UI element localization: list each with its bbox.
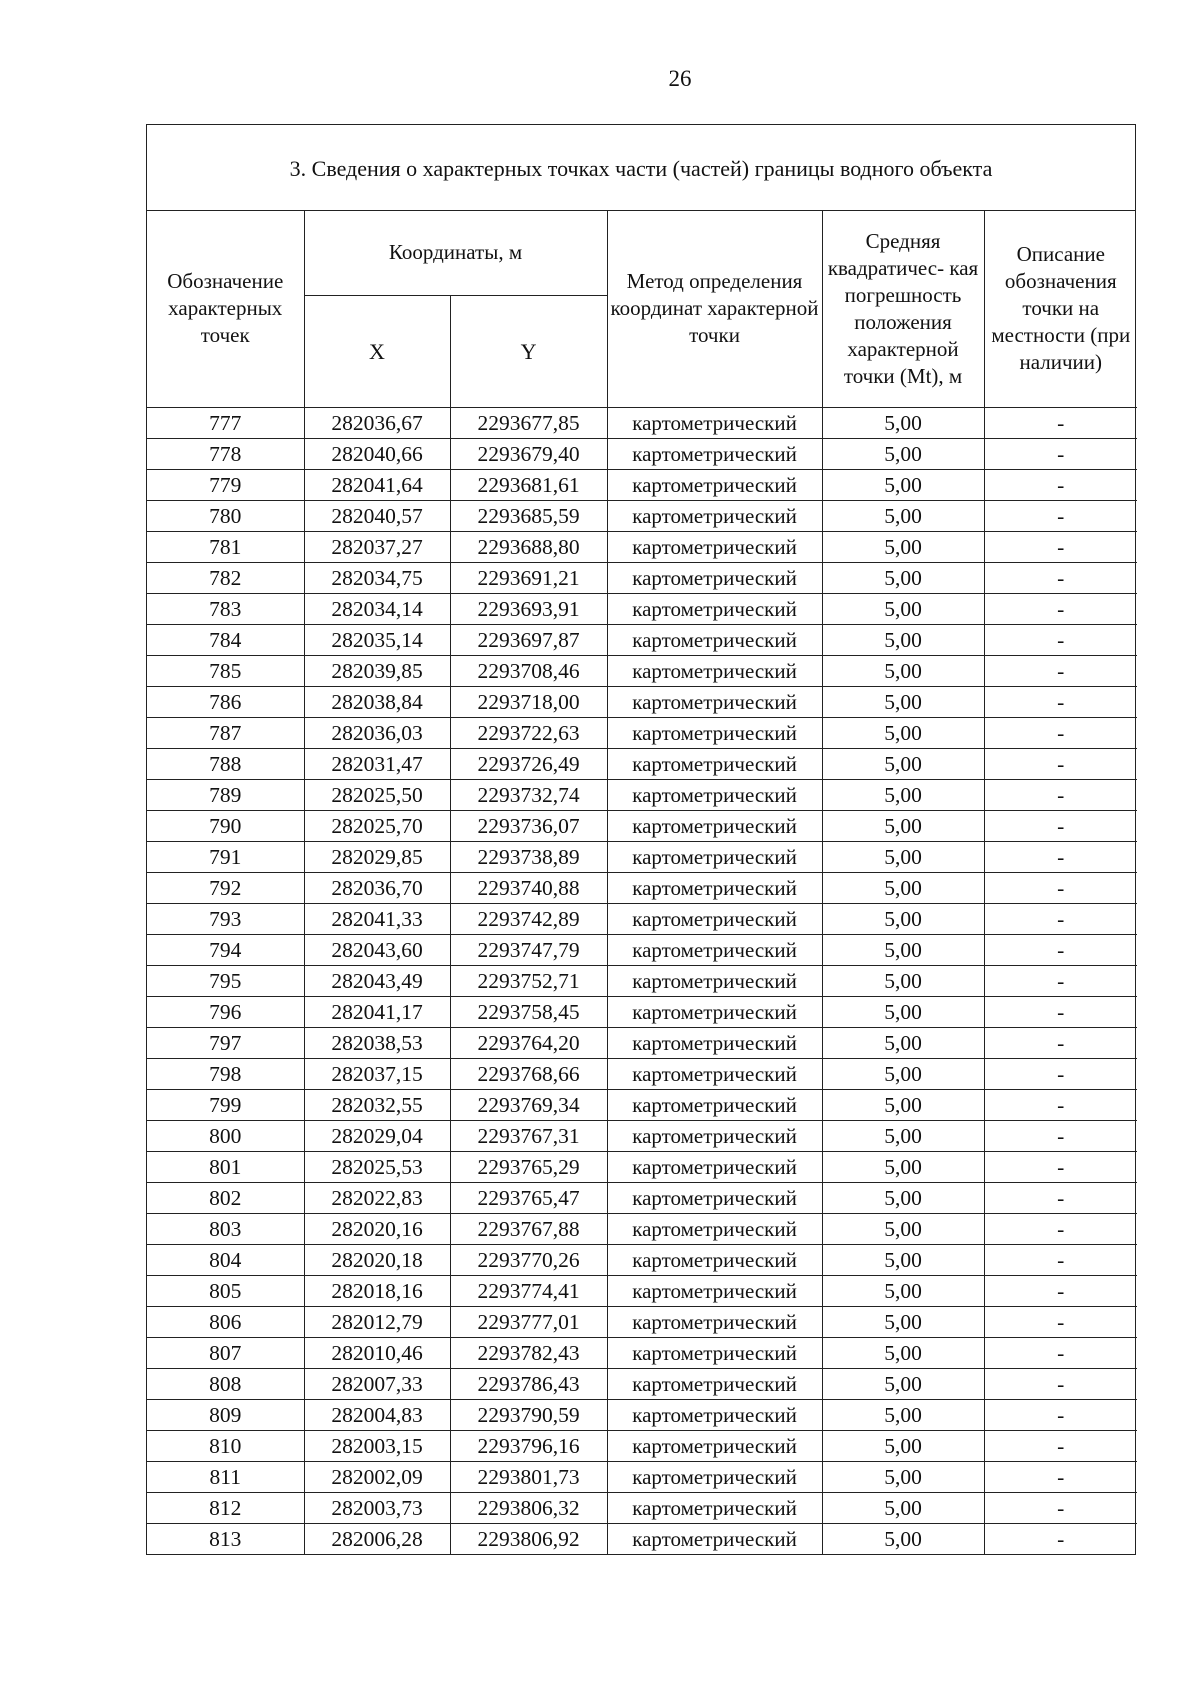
cell-method: картометрический [607,1058,822,1089]
cell-point: 784 [147,624,304,655]
cell-method: картометрический [607,1399,822,1430]
cell-x: 282037,15 [304,1058,450,1089]
cell-error: 5,00 [822,531,984,562]
cell-x: 282003,15 [304,1430,450,1461]
cell-method: картометрический [607,934,822,965]
cell-error: 5,00 [822,686,984,717]
table-row [147,748,1137,779]
cell-method: картометрический [607,1120,822,1151]
table-row [147,407,1137,438]
table-row [147,438,1137,469]
cell-description: - [984,996,1137,1027]
cell-point: 803 [147,1213,304,1244]
cell-error: 5,00 [822,965,984,996]
cell-y: 2293806,32 [450,1492,607,1523]
table-row [147,1306,1137,1337]
cell-error: 5,00 [822,593,984,624]
cell-x: 282041,64 [304,469,450,500]
cell-error: 5,00 [822,903,984,934]
cell-error: 5,00 [822,1523,984,1554]
cell-error: 5,00 [822,1182,984,1213]
cell-description: - [984,562,1137,593]
cell-description: - [984,1461,1137,1492]
table-row [147,1027,1137,1058]
cell-y: 2293790,59 [450,1399,607,1430]
cell-method: картометрический [607,686,822,717]
cell-point: 788 [147,748,304,779]
cell-y: 2293767,88 [450,1213,607,1244]
cell-x: 282004,83 [304,1399,450,1430]
cell-x: 282003,73 [304,1492,450,1523]
cell-description: - [984,624,1137,655]
cell-method: картометрический [607,562,822,593]
cell-method: картометрический [607,1430,822,1461]
cell-error: 5,00 [822,1461,984,1492]
cell-point: 802 [147,1182,304,1213]
cell-method: картометрический [607,593,822,624]
cell-y: 2293774,41 [450,1275,607,1306]
cell-y: 2293796,16 [450,1430,607,1461]
cell-method: картометрический [607,872,822,903]
cell-description: - [984,748,1137,779]
cell-method: картометрический [607,1275,822,1306]
cell-point: 777 [147,407,304,438]
cell-y: 2293691,21 [450,562,607,593]
cell-point: 787 [147,717,304,748]
cell-y: 2293747,79 [450,934,607,965]
cell-error: 5,00 [822,438,984,469]
cell-x: 282025,70 [304,810,450,841]
header-coordinates: Координаты, м [304,211,607,295]
cell-point: 796 [147,996,304,1027]
cell-method: картометрический [607,1089,822,1120]
table-row [147,1213,1137,1244]
cell-x: 282038,53 [304,1027,450,1058]
table-row [147,500,1137,531]
cell-description: - [984,1151,1137,1182]
cell-description: - [984,1120,1137,1151]
cell-description: - [984,438,1137,469]
cell-point: 780 [147,500,304,531]
table-row [147,531,1137,562]
cell-y: 2293738,89 [450,841,607,872]
cell-error: 5,00 [822,717,984,748]
cell-point: 783 [147,593,304,624]
table-row [147,469,1137,500]
cell-method: картометрический [607,1151,822,1182]
cell-x: 282020,16 [304,1213,450,1244]
cell-y: 2293697,87 [450,624,607,655]
cell-x: 282034,75 [304,562,450,593]
cell-point: 791 [147,841,304,872]
cell-point: 792 [147,872,304,903]
cell-y: 2293679,40 [450,438,607,469]
cell-description: - [984,686,1137,717]
cell-error: 5,00 [822,810,984,841]
table-header-row [147,211,1137,295]
cell-point: 804 [147,1244,304,1275]
cell-error: 5,00 [822,1151,984,1182]
cell-description: - [984,1368,1137,1399]
cell-x: 282039,85 [304,655,450,686]
cell-point: 779 [147,469,304,500]
cell-y: 2293732,74 [450,779,607,810]
cell-method: картометрический [607,965,822,996]
cell-x: 282025,53 [304,1151,450,1182]
cell-point: 806 [147,1306,304,1337]
cell-error: 5,00 [822,1089,984,1120]
cell-method: картометрический [607,1368,822,1399]
cell-y: 2293770,26 [450,1244,607,1275]
cell-y: 2293806,92 [450,1523,607,1554]
boundary-points-sheet [146,124,1136,1555]
cell-method: картометрический [607,748,822,779]
cell-description: - [984,841,1137,872]
table-row [147,779,1137,810]
cell-point: 810 [147,1430,304,1461]
cell-method: картометрический [607,841,822,872]
cell-point: 808 [147,1368,304,1399]
cell-error: 5,00 [822,934,984,965]
table-row [147,1523,1137,1554]
cell-method: картометрический [607,438,822,469]
cell-point: 800 [147,1120,304,1151]
table-row [147,903,1137,934]
cell-description: - [984,593,1137,624]
cell-point: 812 [147,1492,304,1523]
cell-x: 282029,04 [304,1120,450,1151]
table-row [147,1275,1137,1306]
cell-x: 282025,50 [304,779,450,810]
cell-x: 282022,83 [304,1182,450,1213]
cell-method: картометрический [607,1182,822,1213]
cell-point: 798 [147,1058,304,1089]
cell-y: 2293742,89 [450,903,607,934]
table-row [147,965,1137,996]
table-row [147,1058,1137,1089]
cell-point: 793 [147,903,304,934]
cell-x: 282036,70 [304,872,450,903]
cell-point: 778 [147,438,304,469]
cell-x: 282040,66 [304,438,450,469]
cell-description: - [984,407,1137,438]
cell-error: 5,00 [822,1337,984,1368]
cell-method: картометрический [607,500,822,531]
cell-error: 5,00 [822,562,984,593]
cell-error: 5,00 [822,1492,984,1523]
cell-y: 2293681,61 [450,469,607,500]
cell-y: 2293752,71 [450,965,607,996]
cell-description: - [984,810,1137,841]
cell-method: картометрический [607,903,822,934]
cell-y: 2293722,63 [450,717,607,748]
cell-method: картометрический [607,1337,822,1368]
cell-x: 282036,67 [304,407,450,438]
cell-x: 282041,33 [304,903,450,934]
table-row [147,934,1137,965]
cell-method: картометрический [607,810,822,841]
cell-method: картометрический [607,1306,822,1337]
cell-point: 794 [147,934,304,965]
table-row [147,841,1137,872]
cell-error: 5,00 [822,748,984,779]
cell-error: 5,00 [822,624,984,655]
cell-x: 282043,60 [304,934,450,965]
cell-description: - [984,1027,1137,1058]
cell-method: картометрический [607,1523,822,1554]
cell-method: картометрический [607,469,822,500]
cell-y: 2293718,00 [450,686,607,717]
cell-error: 5,00 [822,1368,984,1399]
header-mean-square-error: Средняя квадратичес- кая погрешность положения характерной точки (Mt), м [822,211,984,407]
cell-y: 2293693,91 [450,593,607,624]
table-row [147,1089,1137,1120]
cell-error: 5,00 [822,872,984,903]
cell-error: 5,00 [822,500,984,531]
cell-y: 2293767,31 [450,1120,607,1151]
cell-x: 282007,33 [304,1368,450,1399]
cell-description: - [984,469,1137,500]
table-row [147,1182,1137,1213]
cell-x: 282010,46 [304,1337,450,1368]
cell-error: 5,00 [822,1399,984,1430]
cell-x: 282002,09 [304,1461,450,1492]
table-row [147,1492,1137,1523]
cell-method: картометрический [607,717,822,748]
cell-error: 5,00 [822,1120,984,1151]
table-row [147,593,1137,624]
cell-x: 282038,84 [304,686,450,717]
header-description: Описание обозначения точки на местности (при наличии) [984,211,1137,407]
header-y: Y [450,295,607,407]
cell-x: 282012,79 [304,1306,450,1337]
table-row [147,655,1137,686]
cell-x: 282041,17 [304,996,450,1027]
table-body [147,407,1137,1554]
cell-method: картометрический [607,1461,822,1492]
cell-description: - [984,717,1137,748]
cell-x: 282037,27 [304,531,450,562]
cell-error: 5,00 [822,841,984,872]
cell-method: картометрический [607,1244,822,1275]
table-row [147,1244,1137,1275]
cell-error: 5,00 [822,1244,984,1275]
table-row [147,1430,1137,1461]
cell-y: 2293777,01 [450,1306,607,1337]
cell-description: - [984,1244,1137,1275]
cell-y: 2293726,49 [450,748,607,779]
cell-description: - [984,1213,1137,1244]
cell-method: картометрический [607,996,822,1027]
table-row [147,1461,1137,1492]
cell-description: - [984,1492,1137,1523]
cell-y: 2293740,88 [450,872,607,903]
table-row [147,686,1137,717]
table-row [147,1368,1137,1399]
cell-method: картометрический [607,1213,822,1244]
cell-error: 5,00 [822,1058,984,1089]
cell-error: 5,00 [822,1213,984,1244]
cell-point: 795 [147,965,304,996]
table-row [147,624,1137,655]
cell-method: картометрический [607,624,822,655]
cell-method: картометрический [607,407,822,438]
cell-y: 2293758,45 [450,996,607,1027]
cell-point: 785 [147,655,304,686]
cell-x: 282040,57 [304,500,450,531]
cell-point: 781 [147,531,304,562]
table-row [147,810,1137,841]
cell-error: 5,00 [822,996,984,1027]
cell-description: - [984,655,1137,686]
cell-method: картометрический [607,655,822,686]
cell-description: - [984,1275,1137,1306]
cell-point: 809 [147,1399,304,1430]
cell-point: 797 [147,1027,304,1058]
cell-point: 807 [147,1337,304,1368]
cell-description: - [984,1430,1137,1461]
cell-error: 5,00 [822,1027,984,1058]
page-number: 26 [668,66,692,91]
cell-description: - [984,1337,1137,1368]
table-row [147,1120,1137,1151]
cell-x: 282006,28 [304,1523,450,1554]
cell-point: 805 [147,1275,304,1306]
cell-description: - [984,1089,1137,1120]
cell-error: 5,00 [822,779,984,810]
section-title: 3. Сведения о характерных точках части (частей) границы водного объекта [147,125,1135,211]
cell-y: 2293708,46 [450,655,607,686]
cell-description: - [984,934,1137,965]
cell-error: 5,00 [822,469,984,500]
cell-x: 282020,18 [304,1244,450,1275]
cell-error: 5,00 [822,655,984,686]
cell-x: 282032,55 [304,1089,450,1120]
table-row [147,562,1137,593]
cell-x: 282018,16 [304,1275,450,1306]
header-method: Метод определения координат характерной точки [607,211,822,407]
table-row [147,1399,1137,1430]
cell-error: 5,00 [822,407,984,438]
cell-description: - [984,779,1137,810]
table-row [147,872,1137,903]
cell-point: 799 [147,1089,304,1120]
cell-point: 813 [147,1523,304,1554]
cell-x: 282034,14 [304,593,450,624]
cell-description: - [984,872,1137,903]
cell-description: - [984,965,1137,996]
cell-description: - [984,903,1137,934]
cell-y: 2293765,29 [450,1151,607,1182]
cell-error: 5,00 [822,1306,984,1337]
cell-description: - [984,1523,1137,1554]
header-point-designation: Обозначение характерных точек [147,211,304,407]
cell-method: картометрический [607,1492,822,1523]
cell-y: 2293786,43 [450,1368,607,1399]
table-row [147,1337,1137,1368]
cell-description: - [984,500,1137,531]
cell-point: 782 [147,562,304,593]
cell-x: 282035,14 [304,624,450,655]
cell-y: 2293769,34 [450,1089,607,1120]
cell-error: 5,00 [822,1275,984,1306]
cell-point: 789 [147,779,304,810]
cell-error: 5,00 [822,1430,984,1461]
cell-description: - [984,1182,1137,1213]
cell-x: 282043,49 [304,965,450,996]
table-row [147,717,1137,748]
cell-y: 2293765,47 [450,1182,607,1213]
cell-y: 2293801,73 [450,1461,607,1492]
table-row [147,996,1137,1027]
header-x: X [304,295,450,407]
boundary-points-table [147,211,1137,1554]
cell-y: 2293736,07 [450,810,607,841]
cell-point: 811 [147,1461,304,1492]
table-row [147,1151,1137,1182]
cell-description: - [984,531,1137,562]
cell-x: 282031,47 [304,748,450,779]
cell-description: - [984,1306,1137,1337]
cell-method: картометрический [607,779,822,810]
cell-y: 2293677,85 [450,407,607,438]
cell-description: - [984,1058,1137,1089]
cell-y: 2293764,20 [450,1027,607,1058]
cell-description: - [984,1399,1137,1430]
cell-point: 790 [147,810,304,841]
cell-y: 2293782,43 [450,1337,607,1368]
cell-x: 282029,85 [304,841,450,872]
cell-point: 801 [147,1151,304,1182]
cell-y: 2293688,80 [450,531,607,562]
cell-y: 2293685,59 [450,500,607,531]
cell-point: 786 [147,686,304,717]
cell-method: картометрический [607,1027,822,1058]
cell-y: 2293768,66 [450,1058,607,1089]
cell-x: 282036,03 [304,717,450,748]
cell-method: картометрический [607,531,822,562]
